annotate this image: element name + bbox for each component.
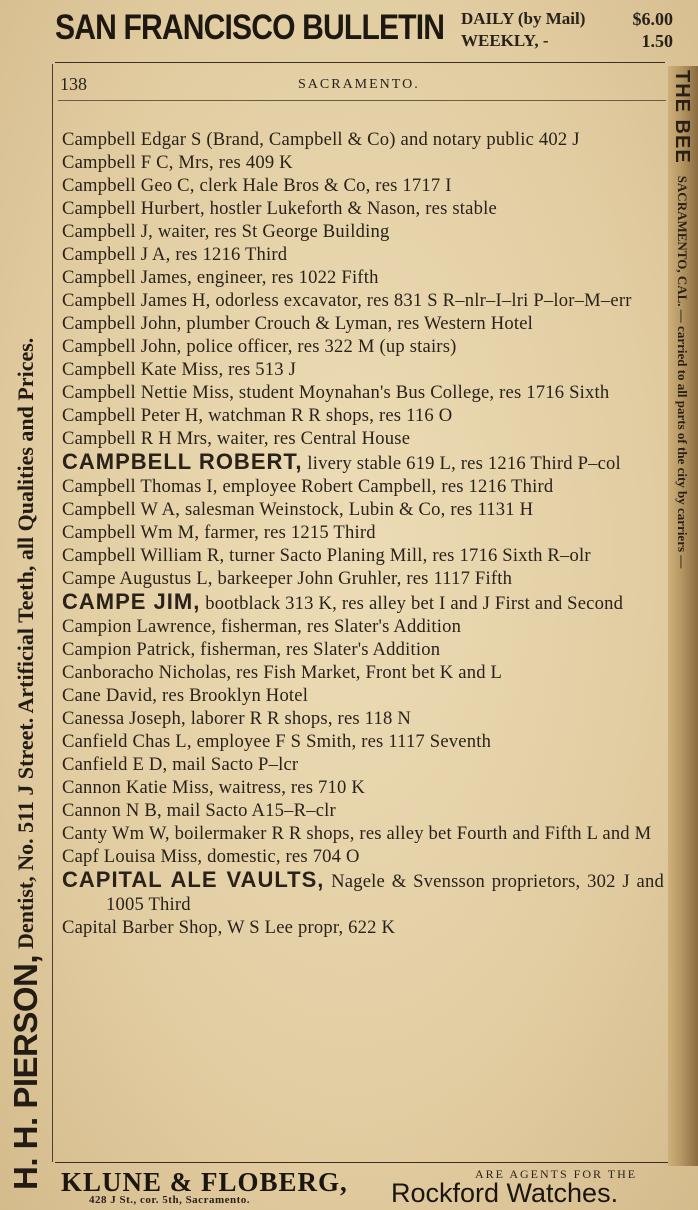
left-margin-advertisement	[2, 40, 50, 1190]
list-item: Campbell Peter H, watchman R R shops, res 116 O	[62, 405, 453, 426]
header-advertisement	[55, 6, 673, 56]
list-item: Campbell J A, res 1216 Third	[62, 244, 288, 265]
list-item: Campbell Kate Miss, res 513 J	[62, 359, 297, 380]
list-item: Campbell Geo C, clerk Hale Bros & Co, res 1717 I	[62, 175, 452, 196]
right-margin-advertisement	[668, 66, 698, 1166]
entry-bold-name: CAPITAL ALE VAULTS,	[62, 867, 325, 892]
list-item: Campbell Edgar S (Brand, Campbell & Co) and notary public 402 J	[62, 129, 580, 150]
dentist-ad-text: Dentist, No. 511 J Street. Artificial Teeth, all Qualities and Prices.	[13, 337, 38, 949]
list-item-bold: CAPITAL ALE VAULTS, Nagele & Svensson proprietors, 302 J and 1005 Third	[62, 867, 664, 915]
page-header-rule	[58, 100, 666, 101]
left-margin-rule	[52, 64, 53, 1162]
list-item: Campbell R H Mrs, waiter, res Central House	[62, 428, 411, 449]
list-item: Canty Wm W, boilermaker R R shops, res alley bet Fourth and Fifth L and M	[62, 823, 652, 844]
list-item: Campbell F C, Mrs, res 409 K	[62, 152, 293, 173]
list-item: Campbell Wm M, farmer, res 1215 Third	[62, 522, 376, 543]
list-item: Campbell W A, salesman Weinstock, Lubin & Co, res 1131 H	[62, 499, 534, 520]
list-item: Capf Louisa Miss, domestic, res 704 O	[62, 846, 360, 867]
list-item: Campbell William R, turner Sacto Planing Mill, res 1716 Sixth R–olr	[62, 545, 591, 566]
list-item: Campbell J, waiter, res St George Building	[62, 221, 390, 242]
list-item: Campbell Hurbert, hostler Lukeforth & Nason, res stable	[62, 198, 497, 219]
list-item-bold: CAMPBELL ROBERT, livery stable 619 L, res 1216 Third P–col	[62, 449, 621, 474]
footer-product: Rockford Watches.	[391, 1178, 619, 1208]
list-item-bold: CAMPE JIM, bootblack 313 K, res alley bet I and J First and Second	[62, 589, 624, 614]
footer-agents-text: ARE AGENTS FOR THE	[475, 1167, 638, 1181]
list-item: Canboracho Nicholas, res Fish Market, Front bet K and L	[62, 662, 503, 683]
footer-advertisement	[55, 1162, 668, 1209]
list-item: Campbell John, police officer, res 322 M (up stairs)	[62, 336, 457, 357]
list-item: Campbell James H, odorless excavator, res 831 S R–nlr–I–lri P–lor–M–err	[62, 290, 632, 311]
footer-address: 428 J St., cor. 5th, Sacramento.	[89, 1194, 251, 1206]
list-item: Canessa Joseph, laborer R R shops, res 118 N	[62, 708, 411, 729]
weekly-rate-price: 1.50	[641, 31, 673, 51]
list-item: Campion Lawrence, fisherman, res Slater's Addition	[62, 616, 462, 637]
list-item: Capital Barber Shop, W S Lee propr, 622 K	[62, 917, 396, 938]
entry-bold-name: CAMPBELL ROBERT,	[62, 449, 303, 474]
footer-firm-name: KLUNE & FLOBERG,	[61, 1167, 348, 1197]
directory-entries	[62, 128, 664, 939]
list-item: Canfield E D, mail Sacto P–lcr	[62, 754, 299, 775]
page-number: 138	[60, 74, 87, 94]
list-item: Cannon Katie Miss, waitress, res 710 K	[62, 777, 365, 798]
bee-newspaper-name: THE BEE	[671, 70, 694, 164]
list-item: Campe Augustus L, barkeeper John Gruhler, res 1117 Fifth	[62, 568, 513, 589]
entry-bold-name: CAMPE JIM,	[62, 589, 201, 614]
daily-rate-price: $6.00	[632, 9, 673, 29]
list-item: Campbell James, engineer, res 1022 Fifth	[62, 267, 379, 288]
list-item: Campbell John, plumber Crouch & Lyman, res Western Hotel	[62, 313, 534, 334]
list-item: Cannon N B, mail Sacto A15–R–clr	[62, 800, 336, 821]
daily-rate-label: DAILY (by Mail)	[461, 9, 586, 28]
list-item: Campbell Thomas I, employee Robert Campbell, res 1216 Third	[62, 476, 554, 497]
list-item: Campion Patrick, fisherman, res Slater's Addition	[62, 639, 441, 660]
bee-ad-text: SACRAMENTO, CAL. — carried to all parts of the city by carriers —	[675, 175, 690, 569]
header-divider	[55, 62, 665, 63]
newspaper-name: SAN FRANCISCO BULLETIN	[55, 8, 445, 47]
page-city: SACRAMENTO.	[298, 77, 420, 92]
list-item: Cane David, res Brooklyn Hotel	[62, 685, 309, 706]
list-item: Campbell Nettie Miss, student Moynahan's Bus College, res 1716 Sixth	[62, 382, 610, 403]
subscription-rates	[461, 8, 673, 52]
weekly-rate-label: WEEKLY, -	[461, 31, 549, 50]
list-item: Canfield Chas L, employee F S Smith, res 1117 Seventh	[62, 731, 492, 752]
dentist-name: H. H. PIERSON,	[7, 954, 44, 1190]
